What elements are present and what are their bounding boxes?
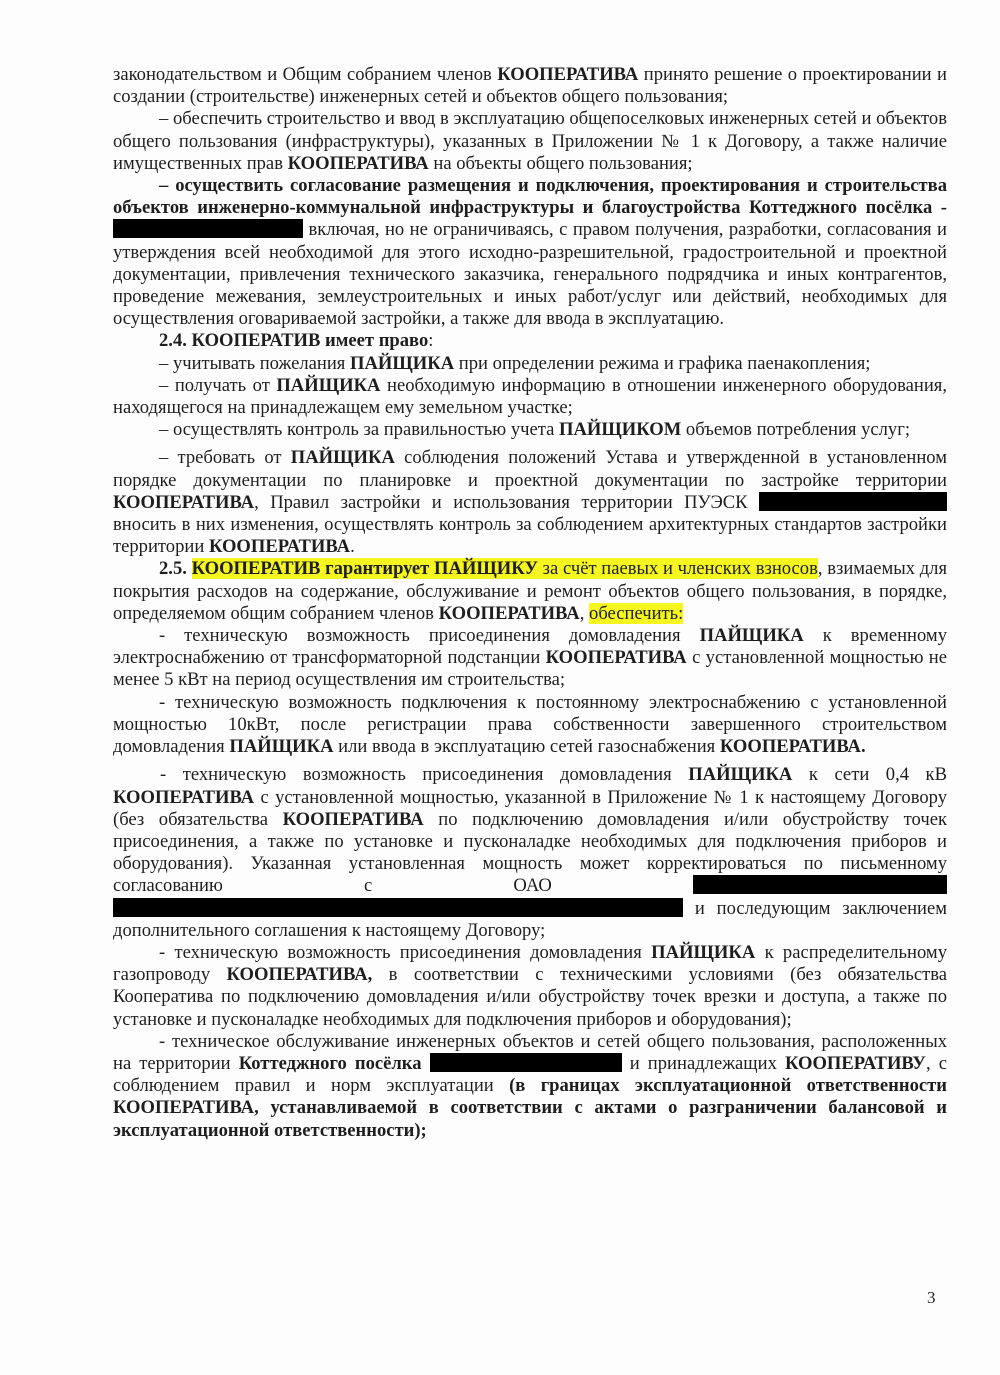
section-2-5: 2.5. КООПЕРАТИВ гарантирует ПАЙЩИКУ за счёт паевых и членских взносов, взимаемых для покрытия расходов на содержание, обслуживание и ремонт объектов общего пользования, в порядке, определяемом общим собранием членов КООПЕРАТИВА, обеспечить: — [113, 558, 948, 624]
redaction-bar — [693, 875, 947, 894]
provision-gas-connection: - техническую возможность присоединения домовладения ПАЙЩИКА к распределительному газопроводу КООПЕРАТИВА, в соответствии с техническими условиями (без обязательства Кооператива по подключению домовладения и/или обустройству точек врезки и доступа, а также по установке и пусконаладке необходимых для подключения приборов и оборудования); — [113, 941, 948, 1030]
right-item-wishes: – учитывать пожелания ПАЙЩИКА при определении режима и графика паенакопления; — [159, 352, 871, 374]
highlighted-fees: за счёт паевых и членских взносов — [537, 558, 818, 580]
provision-temporary-power: - техническую возможность присоединения домовладения ПАЙЩИКА к временному электроснабжению от трансформаторной подстанции КООПЕРАТИВА с установленной мощностью не менее 5 кВт на период осуществления им строительства; — [113, 625, 947, 691]
redaction-bar — [759, 492, 947, 511]
page-number: 3 — [927, 1288, 936, 1307]
highlighted-guarantee: КООПЕРАТИВ гарантирует ПАЙЩИКУ — [191, 558, 538, 580]
document-body — [113, 64, 947, 1142]
paragraph-legislation: законодательством и Общим собранием членов КООПЕРАТИВА принято решение о проектировании и создании (строительстве) инженерных сетей и объектов общего пользования; — [113, 64, 947, 108]
paragraph-construction: – обеспечить строительство и ввод в эксплуатацию общепоселковых инженерных сетей и объектов общего пользования (инфраструктуры), указанных в Приложении № 1 к Договору, а также наличие имущественных прав КООПЕРАТИВА на объекты общего пользования; — [113, 108, 947, 174]
highlighted-provide: обеспечить: — [589, 602, 684, 624]
right-item-require: – требовать от ПАЙЩИКА соблюдения положений Устава и утвержденной в установленном порядке документации по планировке и проектной документации по застройке территории КООПЕРАТИВА, Правил застройки и использования территории ПУЭСК вносить в них изменения, осуществлять контроль за соблюдением архитектурных стандартов застройки территории КООПЕРАТИВА. — [113, 447, 947, 558]
right-item-control: – осуществлять контроль за правильностью учета ПАЙЩИКОМ объемов потребления услуг; — [159, 419, 911, 441]
section-2-4-heading: 2.4. КООПЕРАТИВ имеет право: — [159, 330, 434, 352]
paragraph-approval: – осуществить согласование размещения и подключения, проектирования и строительства объектов инженерно-коммунальной инфраструктуры и благоустройства Коттеджного посёлка - включая, но не ограничиваясь, с правом получения, разработки, согласования и утверждения всей необходимой для этого исходно-разрешительной, градостроительной и проектной документации, привлечения технического заказчика, генерального подрядчика и иных контрагентов, проведение межевания, землеустроительных и иных работ/услуг или действий, необходимых для осуществления оговариваемой застройки, а также для ввода в эксплуатацию. — [113, 175, 947, 330]
redaction-bar — [113, 898, 683, 917]
redaction-bar — [430, 1053, 622, 1072]
redaction-bar — [113, 219, 303, 238]
right-item-information: – получать от ПАЙЩИКА необходимую информацию в отношении инженерного оборудования, находящегося на принадлежащем ему земельном участке; — [113, 374, 947, 419]
provision-permanent-power: - техническую возможность подключения к постоянному электроснабжению с установленной мощностью 10кВт, после регистрации права собственности завершенного строительством домовладения ПАЙЩИКА или ввода в эксплуатацию сетей газоснабжения КООПЕРАТИВА. — [113, 691, 947, 758]
provision-maintenance: - техническое обслуживание инженерных объектов и сетей общего пользования, расположенных на территории Коттеджного посёлка и принадлежащих КООПЕРАТИВУ, с соблюдением правил и норм эксплуатации (в границах эксплуатационной ответственности КООПЕРАТИВА, устанавливаемой в соответствии с актами о разграничении балансовой и эксплуатационной ответственности); — [113, 1030, 948, 1141]
provision-network-connection: - техническую возможность присоединения домовладения ПАЙЩИКА к сети 0,4 кВ КООПЕРАТИВА с установленной мощностью, указанной в Приложение № 1 к настоящему Договору (без обязательства КООПЕРАТИВА по подключению домовладения и/или обустройству точек присоединения, а также по установке и пусконаладке необходимых для подключения приборов и оборудования). Указанная установленная мощность может корректироваться по письменному согласованию с ОАО и последующим заключением дополнительного соглашения к настоящему Договору; — [113, 764, 947, 941]
